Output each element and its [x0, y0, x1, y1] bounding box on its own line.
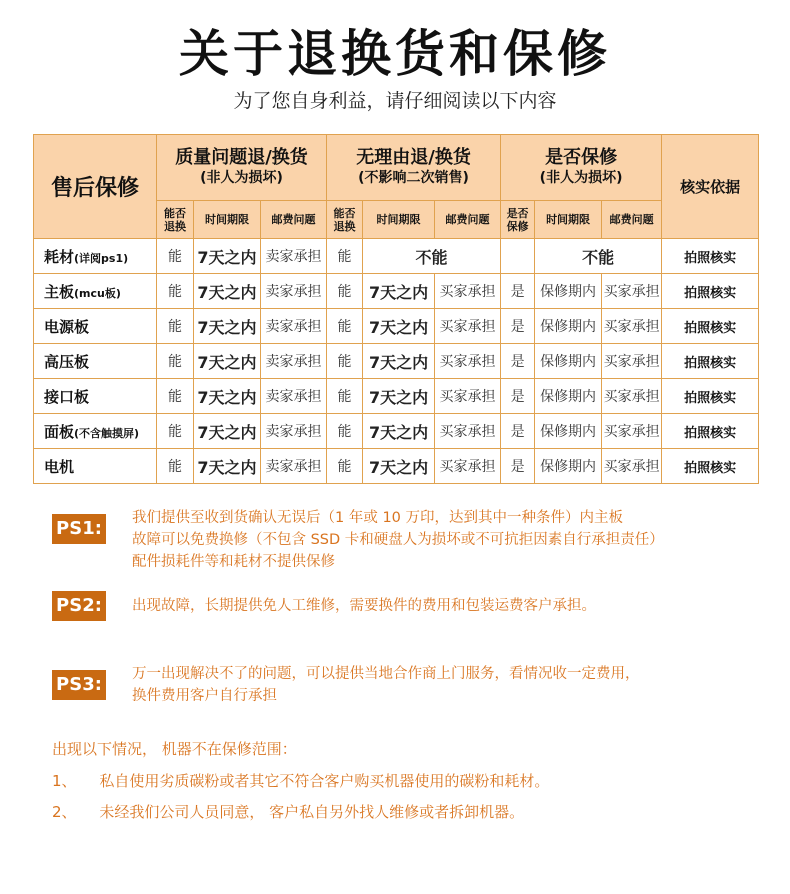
table-row — [34, 239, 759, 274]
cell: 买家承担 — [435, 344, 501, 379]
page-title: 关于退换货和保修 — [179, 25, 611, 83]
cell: 7天之内 — [363, 309, 435, 344]
cell: 买家承担 — [602, 274, 662, 309]
cell: 7天之内 — [194, 379, 261, 414]
corner-header: 售后保修 — [34, 135, 157, 239]
row-name-text: 高压板 — [44, 352, 90, 371]
cell: 卖家承担 — [261, 344, 327, 379]
cell: 保修期内 — [535, 449, 602, 484]
cell: 保修期内 — [535, 274, 602, 309]
cell: 7天之内 — [363, 344, 435, 379]
group-header-warranty — [501, 135, 662, 201]
sub-header: 时间期限 — [194, 201, 261, 239]
cell-basis: 拍照核实 — [662, 239, 759, 274]
note-number: 1、 — [52, 772, 77, 790]
cell: 买家承担 — [435, 449, 501, 484]
cell: 保修期内 — [535, 309, 602, 344]
cell: 能 — [327, 414, 363, 449]
sub-header: 邮费问题 — [435, 201, 501, 239]
table-row — [34, 449, 759, 484]
cell-basis: 拍照核实 — [662, 344, 759, 379]
cell-basis: 拍照核实 — [662, 309, 759, 344]
table-row — [34, 309, 759, 344]
row-name — [34, 274, 157, 309]
cell: 7天之内 — [363, 449, 435, 484]
row-name-text: 耗材 — [44, 247, 75, 266]
table-row — [34, 379, 759, 414]
sub-header: 邮费问题 — [602, 201, 662, 239]
cell: 卖家承担 — [261, 379, 327, 414]
table-row — [34, 414, 759, 449]
sub-header: 时间期限 — [535, 201, 602, 239]
cell: 能 — [157, 274, 194, 309]
ps-text-line: 万一出现解决不了的问题，可以提供当地合作商上门服务，看情况收一定费用， — [132, 666, 640, 682]
cell: 能 — [157, 414, 194, 449]
note-item — [52, 802, 524, 822]
row-name-text: 接口板 — [44, 387, 90, 406]
cell: 能 — [157, 239, 194, 274]
note-text: 私自使用劣质碳粉或者其它不符合客户购买机器使用的碳粉和耗材。 — [99, 772, 550, 790]
ps-text-line: 故障可以免费换修（不包含 SSD 卡和硬盘人为损坏或不可抗拒因素自行承担责任） — [132, 532, 664, 548]
cell: 7天之内 — [194, 414, 261, 449]
cell: 能 — [327, 239, 363, 274]
group-header-quality — [157, 135, 327, 201]
cell-basis: 拍照核实 — [662, 449, 759, 484]
cell: 7天之内 — [194, 309, 261, 344]
cell: 是 — [501, 344, 535, 379]
row-name-note: (mcu板) — [74, 286, 121, 300]
cell: 7天之内 — [194, 239, 261, 274]
group-subtitle: (非人为损坏) — [539, 169, 623, 186]
cell: 能 — [157, 449, 194, 484]
table-row — [34, 344, 759, 379]
ps-text-line: 我们提供至收到货确认无误后（1 年或 10 万印，达到其中一种条件）内主板 — [132, 510, 624, 526]
ps-text-line: 换件费用客户自行承担 — [132, 688, 277, 704]
cell-basis: 拍照核实 — [662, 274, 759, 309]
group-title: 质量问题退/换货 — [175, 146, 308, 168]
row-name — [34, 239, 157, 274]
row-name-text: 电机 — [44, 457, 75, 476]
row-name-note: (详阅ps1) — [74, 251, 129, 265]
notes-intro: 出现以下情况， 机器不在保修范围： — [52, 740, 297, 758]
cell-merged: 不能 — [535, 239, 662, 274]
cell: 保修期内 — [535, 344, 602, 379]
ps-badge: PS1: — [52, 514, 106, 544]
row-name-text: 面板 — [44, 422, 75, 441]
cell-merged: 不能 — [363, 239, 501, 274]
cell: 7天之内 — [194, 449, 261, 484]
cell: 是 — [501, 449, 535, 484]
cell: 能 — [327, 344, 363, 379]
sub-header: 能否 退换 — [157, 201, 194, 239]
cell: 能 — [327, 274, 363, 309]
cell: 能 — [157, 309, 194, 344]
row-name — [34, 344, 157, 379]
cell: 卖家承担 — [261, 274, 327, 309]
cell: 7天之内 — [194, 344, 261, 379]
after-sales-table — [33, 134, 759, 484]
ps-badge: PS3: — [52, 670, 106, 700]
cell: 7天之内 — [363, 379, 435, 414]
ps-badge: PS2: — [52, 591, 106, 621]
row-name — [34, 309, 157, 344]
cell: 是 — [501, 274, 535, 309]
cell-empty — [501, 239, 535, 274]
cell: 买家承担 — [602, 309, 662, 344]
cell: 能 — [327, 379, 363, 414]
basis-header: 核实依据 — [662, 135, 759, 239]
group-subtitle: (非人为损坏) — [200, 169, 283, 186]
row-name-text: 电源板 — [44, 317, 90, 336]
cell: 是 — [501, 414, 535, 449]
cell: 7天之内 — [363, 274, 435, 309]
sub-header: 是否 保修 — [501, 201, 535, 239]
cell: 是 — [501, 379, 535, 414]
cell-basis: 拍照核实 — [662, 414, 759, 449]
cell: 7天之内 — [194, 274, 261, 309]
cell: 买家承担 — [435, 274, 501, 309]
cell: 保修期内 — [535, 379, 602, 414]
sub-header: 能否 退换 — [327, 201, 363, 239]
page-subtitle: 为了您自身利益，请仔细阅读以下内容 — [233, 90, 557, 112]
group-title: 是否保修 — [545, 146, 618, 168]
cell: 卖家承担 — [261, 239, 327, 274]
note-number: 2、 — [52, 803, 77, 821]
row-name — [34, 414, 157, 449]
group-header-no-reason — [327, 135, 501, 201]
sub-header: 邮费问题 — [261, 201, 327, 239]
cell: 买家承担 — [435, 309, 501, 344]
cell: 能 — [327, 309, 363, 344]
cell: 买家承担 — [602, 449, 662, 484]
cell: 买家承担 — [602, 379, 662, 414]
cell: 能 — [327, 449, 363, 484]
table-row — [34, 274, 759, 309]
cell: 买家承担 — [435, 379, 501, 414]
ps-text-line: 配件损耗件等和耗材不提供保修 — [132, 554, 335, 570]
cell: 能 — [157, 379, 194, 414]
row-name — [34, 449, 157, 484]
cell: 保修期内 — [535, 414, 602, 449]
cell: 买家承担 — [602, 414, 662, 449]
note-text: 未经我们公司人员同意， 客户私自另外找人维修或者拆卸机器。 — [99, 803, 525, 821]
cell-basis: 拍照核实 — [662, 379, 759, 414]
group-subtitle: (不影响二次销售) — [358, 169, 469, 186]
cell: 买家承担 — [435, 414, 501, 449]
row-name-note: (不含触摸屏) — [74, 426, 140, 440]
ps-text-line: 出现故障，长期提供免人工维修，需要换件的费用和包装运费客户承担。 — [132, 598, 596, 614]
sub-header: 时间期限 — [363, 201, 435, 239]
cell: 卖家承担 — [261, 449, 327, 484]
cell: 卖家承担 — [261, 309, 327, 344]
cell: 买家承担 — [602, 344, 662, 379]
cell: 卖家承担 — [261, 414, 327, 449]
group-title: 无理由退/换货 — [356, 146, 471, 168]
cell: 7天之内 — [363, 414, 435, 449]
note-item — [52, 771, 549, 791]
cell: 是 — [501, 309, 535, 344]
cell: 能 — [157, 344, 194, 379]
row-name — [34, 379, 157, 414]
row-name-text: 主板 — [44, 282, 75, 301]
